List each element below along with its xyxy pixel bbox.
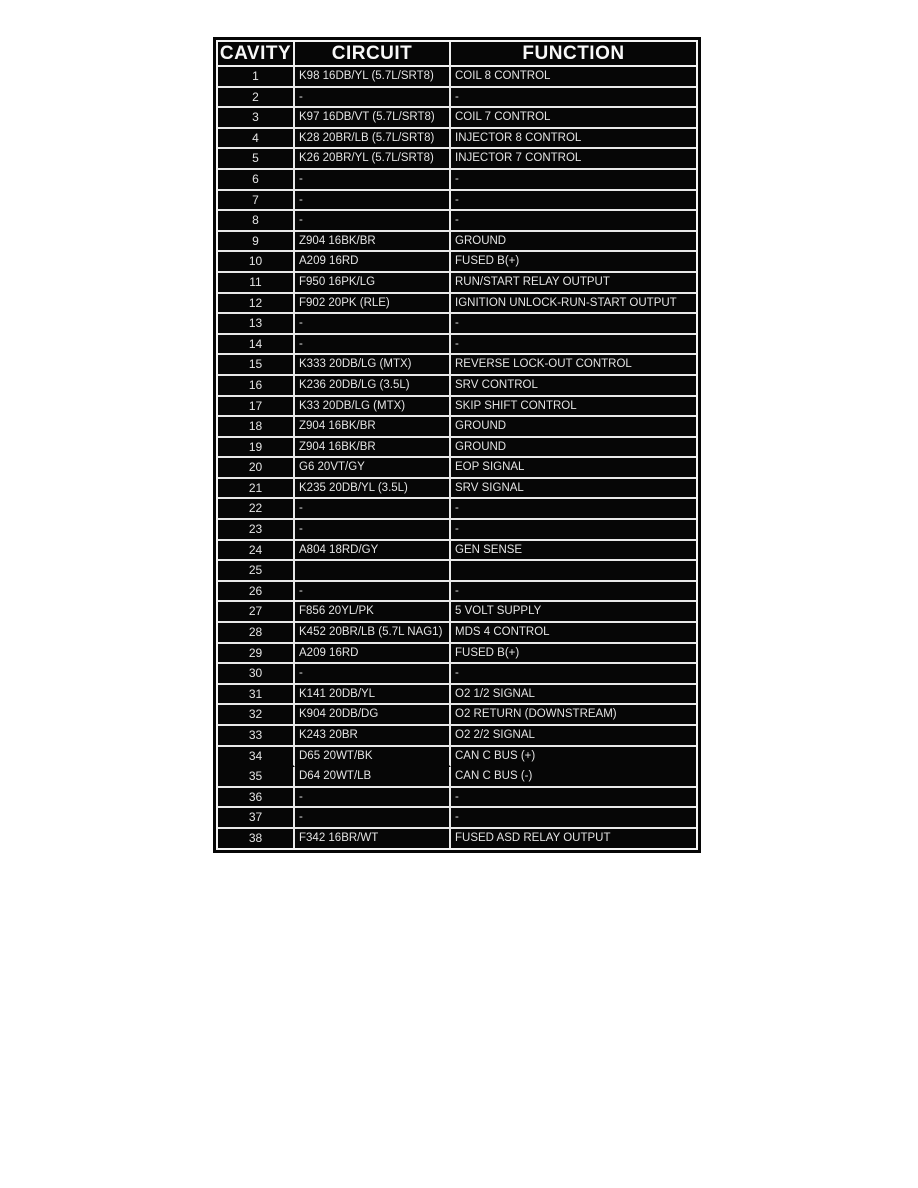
table-row (218, 458, 696, 479)
function-cell: O2 RETURN (DOWNSTREAM) (451, 705, 696, 726)
cavity-cell: 8 (218, 211, 295, 232)
pinout-table-body (218, 67, 696, 848)
function-cell: 5 VOLT SUPPLY (451, 602, 696, 623)
cavity-cell: 27 (218, 602, 295, 623)
table-row (218, 397, 696, 418)
cavity-cell: 5 (218, 149, 295, 170)
circuit-cell: - (295, 582, 451, 603)
circuit-cell: F950 16PK/LG (295, 273, 451, 294)
table-row (218, 438, 696, 459)
circuit-cell: K236 20DB/LG (3.5L) (295, 376, 451, 397)
table-row (218, 726, 696, 747)
function-cell: SKIP SHIFT CONTROL (451, 397, 696, 418)
cavity-cell: 34 (218, 747, 295, 768)
table-row (218, 108, 696, 129)
circuit-cell: - (295, 314, 451, 335)
circuit-cell: - (295, 335, 451, 356)
table-row (218, 829, 696, 848)
circuit-cell: K235 20DB/YL (3.5L) (295, 479, 451, 500)
table-row (218, 67, 696, 88)
table-row (218, 561, 696, 582)
function-cell: - (451, 808, 696, 829)
circuit-cell: A804 18RD/GY (295, 541, 451, 562)
cavity-cell: 26 (218, 582, 295, 603)
table-row (218, 252, 696, 273)
cavity-cell: 32 (218, 705, 295, 726)
circuit-cell: K904 20DB/DG (295, 705, 451, 726)
cavity-cell: 2 (218, 88, 295, 109)
function-cell: - (451, 582, 696, 603)
circuit-cell: - (295, 170, 451, 191)
cavity-cell: 20 (218, 458, 295, 479)
circuit-cell: - (295, 211, 451, 232)
circuit-cell: Z904 16BK/BR (295, 232, 451, 253)
function-cell: FUSED B(+) (451, 252, 696, 273)
cavity-cell: 33 (218, 726, 295, 747)
function-cell: FUSED B(+) (451, 644, 696, 665)
cavity-cell: 11 (218, 273, 295, 294)
function-cell: SRV SIGNAL (451, 479, 696, 500)
cavity-cell: 37 (218, 808, 295, 829)
circuit-cell: K33 20DB/LG (MTX) (295, 397, 451, 418)
cavity-cell: 22 (218, 499, 295, 520)
cavity-cell: 13 (218, 314, 295, 335)
table-row (218, 767, 696, 788)
circuit-cell: K333 20DB/LG (MTX) (295, 355, 451, 376)
table-row (218, 376, 696, 397)
table-row (218, 273, 696, 294)
cavity-cell: 21 (218, 479, 295, 500)
function-cell: CAN C BUS (-) (451, 767, 696, 788)
function-cell: EOP SIGNAL (451, 458, 696, 479)
cavity-cell: 18 (218, 417, 295, 438)
circuit-cell: - (295, 499, 451, 520)
pinout-table-inner-frame (216, 40, 698, 850)
circuit-cell: Z904 16BK/BR (295, 438, 451, 459)
circuit-cell: K97 16DB/VT (5.7L/SRT8) (295, 108, 451, 129)
circuit-cell: K28 20BR/LB (5.7L/SRT8) (295, 129, 451, 150)
circuit-cell: K452 20BR/LB (5.7L NAG1) (295, 623, 451, 644)
function-cell: - (451, 88, 696, 109)
function-cell: FUSED ASD RELAY OUTPUT (455, 831, 611, 844)
table-row (218, 88, 696, 109)
cavity-cell: 19 (218, 438, 295, 459)
function-cell: - (451, 314, 696, 335)
pinout-table-frame (213, 37, 701, 853)
circuit-cell: G6 20VT/GY (295, 458, 451, 479)
cavity-cell: 38 (218, 829, 295, 848)
table-row (218, 149, 696, 170)
cavity-cell: 10 (218, 252, 295, 273)
table-row (218, 705, 696, 726)
cavity-cell: 15 (218, 355, 295, 376)
function-cell: COIL 7 CONTROL (451, 108, 696, 129)
cavity-cell: 7 (218, 191, 295, 212)
cavity-cell: 6 (218, 170, 295, 191)
circuit-cell: D65 20WT/BK (295, 747, 451, 768)
circuit-cell: K98 16DB/YL (5.7L/SRT8) (295, 67, 451, 88)
header-row (218, 42, 696, 67)
cavity-cell: 1 (218, 67, 295, 88)
function-cell: RUN/START RELAY OUTPUT (451, 273, 696, 294)
function-cell: - (451, 788, 696, 809)
cavity-cell: 23 (218, 520, 295, 541)
table-row (218, 335, 696, 356)
connector-pinout-table (218, 42, 696, 848)
cavity-cell: 25 (218, 561, 295, 582)
table-row (218, 788, 696, 809)
circuit-cell: F342 16BR/WT (295, 829, 451, 848)
table-row (218, 417, 696, 438)
table-row (218, 191, 696, 212)
circuit-cell (295, 561, 451, 582)
circuit-cell: A209 16RD (295, 252, 451, 273)
circuit-cell: F856 20YL/PK (295, 602, 451, 623)
function-cell: - (451, 335, 696, 356)
table-row (218, 355, 696, 376)
table-row (218, 685, 696, 706)
cavity-cell: 17 (218, 397, 295, 418)
cavity-cell: 9 (218, 232, 295, 253)
circuit-cell: K243 20BR (295, 726, 451, 747)
table-row (218, 479, 696, 500)
function-cell: GEN SENSE (451, 541, 696, 562)
cavity-cell: 29 (218, 644, 295, 665)
table-row (218, 499, 696, 520)
table-row (218, 623, 696, 644)
function-cell: O2 2/2 SIGNAL (451, 726, 696, 747)
circuit-cell: - (295, 88, 451, 109)
table-row (218, 602, 696, 623)
circuit-cell: A209 16RD (295, 644, 451, 665)
cavity-cell: 12 (218, 294, 295, 315)
cavity-cell: 24 (218, 541, 295, 562)
function-cell: COIL 8 CONTROL (451, 67, 696, 88)
function-cell: GROUND (451, 417, 696, 438)
cavity-cell: 30 (218, 664, 295, 685)
table-row (218, 314, 696, 335)
circuit-cell: F902 20PK (RLE) (295, 294, 451, 315)
function-cell: INJECTOR 7 CONTROL (451, 149, 696, 170)
table-row (218, 747, 696, 768)
cavity-cell: 14 (218, 335, 295, 356)
cavity-cell: 3 (218, 108, 295, 129)
table-row (218, 582, 696, 603)
function-cell: INJECTOR 8 CONTROL (451, 129, 696, 150)
cavity-cell: 35 (218, 767, 295, 788)
table-row (218, 520, 696, 541)
function-cell: MDS 4 CONTROL (451, 623, 696, 644)
table-row (218, 129, 696, 150)
table-row (218, 211, 696, 232)
function-cell: - (451, 520, 696, 541)
circuit-cell: K26 20BR/YL (5.7L/SRT8) (295, 149, 451, 170)
table-row (218, 232, 696, 253)
function-cell: - (451, 211, 696, 232)
table-row (218, 170, 696, 191)
circuit-cell: Z904 16BK/BR (295, 417, 451, 438)
table-row (218, 808, 696, 829)
cavity-cell: 28 (218, 623, 295, 644)
function-cell: CAN C BUS (+) (455, 749, 536, 762)
circuit-cell: K141 20DB/YL (295, 685, 451, 706)
column-header-function: FUNCTION (451, 42, 696, 67)
function-cell: - (451, 191, 696, 212)
table-row (218, 294, 696, 315)
function-cell: GROUND (451, 232, 696, 253)
function-cell: REVERSE LOCK-OUT CONTROL (451, 355, 696, 376)
column-header-cavity: CAVITY (218, 42, 295, 67)
function-cell: IGNITION UNLOCK-RUN-START OUTPUT (451, 294, 696, 315)
table-row (218, 664, 696, 685)
function-cell: - (451, 664, 696, 685)
table-row (218, 644, 696, 665)
function-cell: - (451, 499, 696, 520)
function-cell: O2 1/2 SIGNAL (451, 685, 696, 706)
cavity-cell: 16 (218, 376, 295, 397)
column-header-circuit: CIRCUIT (295, 42, 451, 67)
cavity-cell: 4 (218, 129, 295, 150)
circuit-cell: - (295, 520, 451, 541)
cavity-cell: 36 (218, 788, 295, 809)
circuit-cell: D64 20WT/LB (295, 767, 451, 788)
circuit-cell: - (295, 664, 451, 685)
cavity-cell: 31 (218, 685, 295, 706)
function-cell: - (451, 170, 696, 191)
function-cell: GROUND (451, 438, 696, 459)
circuit-cell: - (295, 191, 451, 212)
function-cell: SRV CONTROL (451, 376, 696, 397)
circuit-cell: - (295, 788, 451, 809)
function-cell (451, 561, 696, 582)
circuit-cell: - (295, 808, 451, 829)
table-row (218, 541, 696, 562)
